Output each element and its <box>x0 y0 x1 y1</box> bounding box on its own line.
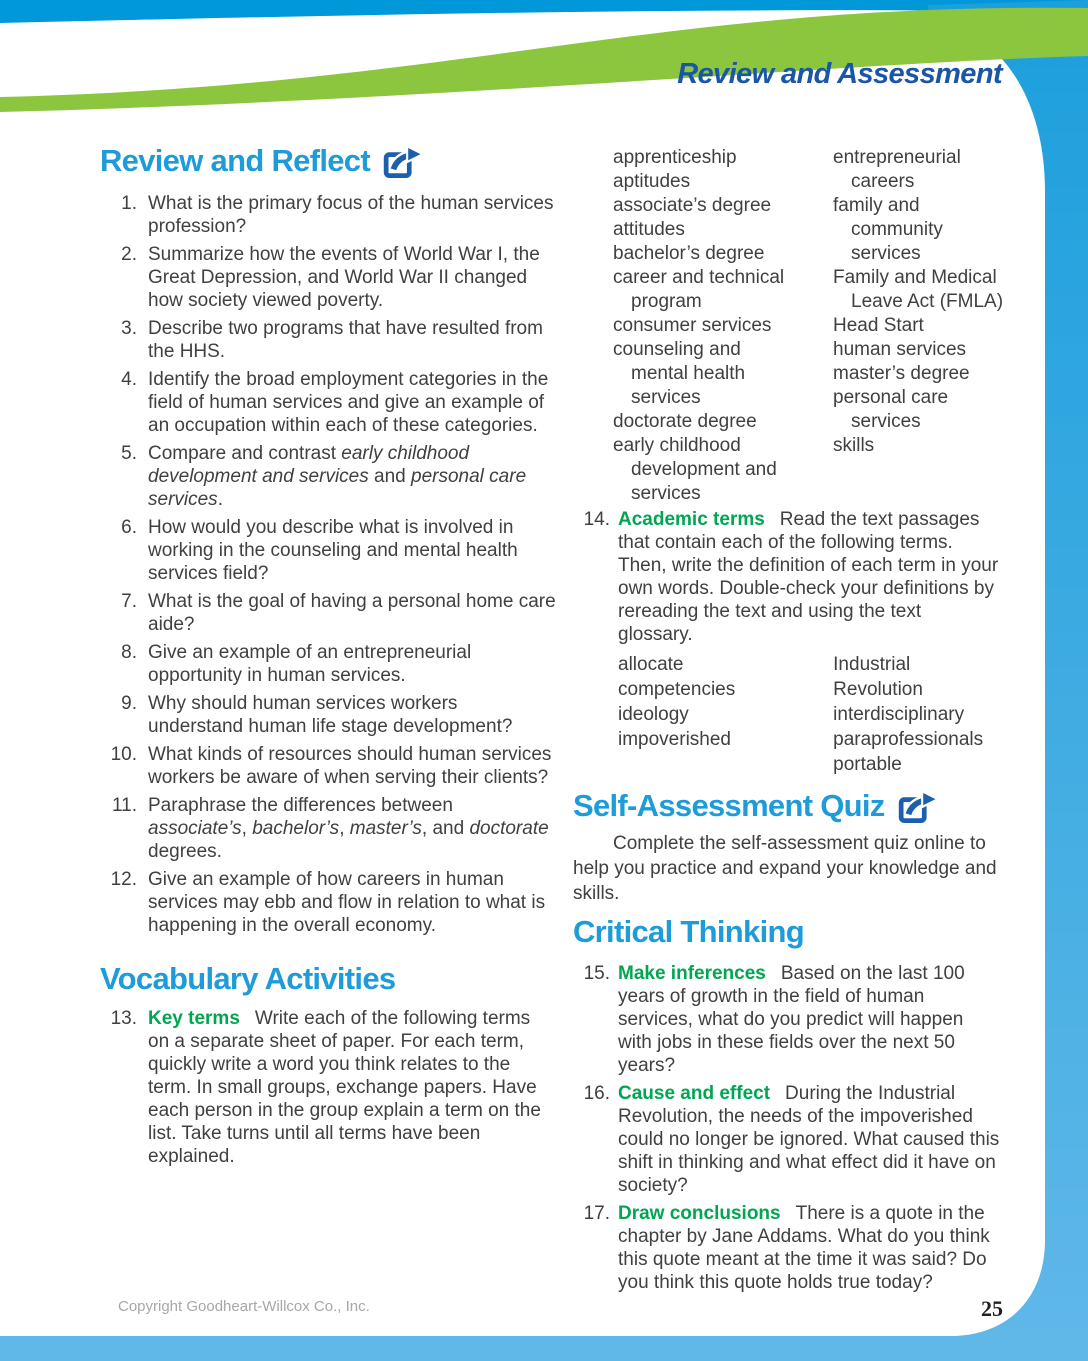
academic-term: allocate <box>618 654 684 675</box>
italic-term: early childhood development and services <box>148 443 470 487</box>
list-item-text: Make inferences Based on the last 100 years of growth in the field of human services, what do you predict will happen with jobs in these fields over the next 50 years? <box>618 963 965 1076</box>
academic-term: Industrial Revolution <box>833 654 923 700</box>
vocab-term: early childhood <box>613 435 741 456</box>
external-link-icon <box>383 144 425 180</box>
copyright-notice: Copyright Goodheart-Willcox Co., Inc. <box>118 1298 370 1315</box>
list-item <box>100 868 560 937</box>
vocab-term: development and <box>631 459 777 480</box>
critical-thinking-heading <box>573 914 1015 950</box>
list-item-number: 6. <box>121 517 137 538</box>
list-item <box>100 368 560 437</box>
list-item <box>100 317 560 363</box>
list-item <box>100 192 560 238</box>
list-item-text: Compare and contrast early childhood development and services and personal care services. <box>148 443 527 510</box>
vocab-term: aptitudes <box>613 171 691 192</box>
list-item-number: 12. <box>110 869 137 890</box>
academic-terms-item-container <box>573 508 1015 777</box>
list-item <box>100 516 560 585</box>
list-item-number: 15. <box>583 963 610 984</box>
self-assessment-quiz-heading <box>573 787 1015 825</box>
list-item <box>573 508 1015 777</box>
list-item-text: Give an example of how careers in human services may ebb and flow in relation to what is happening in the overall economy. <box>148 869 546 936</box>
vocab-term: bachelor’s degree <box>613 243 765 264</box>
vocab-term: family and <box>833 195 920 216</box>
list-item-text: What is the goal of having a personal home care aide? <box>148 591 556 635</box>
list-item <box>573 1082 1015 1197</box>
list-item-number: 11. <box>111 795 137 816</box>
vocab-term: counseling and <box>613 339 741 360</box>
critical-thinking-list <box>573 962 1015 1294</box>
italic-term: doctorate <box>469 818 549 839</box>
list-item-text: What kinds of resources should human services workers be aware of when serving their clients? <box>148 744 552 788</box>
review-reflect-list <box>100 192 560 937</box>
list-item-text: Describe two programs that have resulted from the HHS. <box>148 318 543 362</box>
list-item-number: 1. <box>121 193 137 214</box>
page-banner-title: Review and Assessment <box>677 58 1002 90</box>
key-terms-item-container <box>100 1007 560 1168</box>
left-column <box>100 142 560 1173</box>
vocab-term: associate’s degree <box>613 195 772 216</box>
list-item-text: What is the primary focus of the human services profession? <box>148 193 554 237</box>
academic-terms-right <box>833 652 1000 777</box>
italic-term: master’s <box>349 818 422 839</box>
list-item <box>100 794 560 863</box>
vocab-term: services <box>851 411 921 432</box>
list-item-text: Academic terms Read the text passages that contain each of the following terms. Then, write the definition of each term in your own words. Double-check your definitions by rereading the text and using the text glossary. allocate competencies ideology impoverished Industrial Revolution interdisciplinary paraprofessionals portable <box>618 509 999 775</box>
vocab-term: career and technical <box>613 267 785 288</box>
vocab-term: attitudes <box>613 219 685 240</box>
list-item-number: 8. <box>121 642 137 663</box>
list-item-text: Draw conclusions There is a quote in the chapter by Jane Addams. What do you think this quote meant at the time it was said? Do you think this quote holds true today? <box>618 1203 990 1293</box>
list-item-number: 2. <box>121 244 137 265</box>
list-item-number: 16. <box>583 1083 610 1104</box>
list-item-text: Give an example of an entrepreneurial opportunity in human services. <box>148 642 472 686</box>
vocab-term: services <box>631 387 701 408</box>
academic-term: competencies <box>618 679 736 700</box>
list-item <box>100 442 560 511</box>
list-item-text: Identify the broad employment categories in the field of human services and give an example of an occupation within each of these categories. <box>148 369 549 436</box>
list-item-number: 13. <box>110 1008 137 1029</box>
vocab-term: services <box>631 483 701 504</box>
list-item-text: Key terms Write each of the following terms on a separate sheet of paper. For each term, quickly write a word you think relates to the term. In small groups, exchange papers. Have each person in the group explain a term on the list. Take turns until all terms have been explained. <box>148 1008 541 1167</box>
list-item <box>573 962 1015 1077</box>
list-item-number: 10. <box>110 744 137 765</box>
list-item-number: 14. <box>583 509 610 530</box>
vocab-term: mental health <box>631 363 746 384</box>
vocab-term: services <box>851 243 921 264</box>
list-item-text: How would you describe what is involved in working in the counseling and mental health services field? <box>148 517 518 584</box>
vocabulary-activities-heading-text: Vocabulary Activities <box>100 961 396 996</box>
vocab-term: personal care <box>833 387 949 408</box>
lead-in-label: Key terms <box>148 1008 240 1029</box>
lead-in-label: Academic terms <box>618 509 765 530</box>
academic-terms-grid <box>618 652 1000 777</box>
external-link-icon <box>898 789 940 825</box>
vocab-term: Head Start <box>833 315 924 336</box>
academic-term: interdisciplinary <box>833 704 965 725</box>
vocab-term: human services <box>833 339 967 360</box>
vocabulary-activities-heading <box>100 961 560 997</box>
list-item-text: Summarize how the events of World War I, the Great Depression, and World War II changed how society viewed poverty. <box>148 244 540 311</box>
vocab-term: master’s degree <box>833 363 970 384</box>
right-column <box>573 142 1015 1299</box>
italic-term: bachelor’s <box>252 818 340 839</box>
list-item <box>100 590 560 636</box>
academic-term: ideology <box>618 704 689 725</box>
vocab-term: apprenticeship <box>613 147 737 168</box>
vocab-term: consumer services <box>613 315 772 336</box>
list-item <box>100 243 560 312</box>
list-item-number: 17. <box>583 1203 610 1224</box>
lead-in-label: Make inferences <box>618 963 766 984</box>
review-reflect-heading-text: Review and Reflect <box>100 143 370 178</box>
vocab-term: community <box>851 219 943 240</box>
lead-in-label: Draw conclusions <box>618 1203 781 1224</box>
key-terms-list <box>573 146 1015 506</box>
list-item <box>573 1202 1015 1294</box>
vocab-term: careers <box>851 171 915 192</box>
list-item <box>100 1007 560 1168</box>
list-item-number: 5. <box>121 443 137 464</box>
list-item-text: Paraphrase the differences between associate’s, bachelor’s, master’s, and doctorate degrees. <box>148 795 549 862</box>
list-item-number: 9. <box>121 693 137 714</box>
list-item <box>100 743 560 789</box>
list-item <box>100 692 560 738</box>
list-item-text: Why should human services workers understand human life stage development? <box>148 693 513 737</box>
review-reflect-heading <box>100 142 560 180</box>
vocab-term: Leave Act (FMLA) <box>851 291 1004 312</box>
self-assessment-quiz-heading-text: Self-Assessment Quiz <box>573 788 885 823</box>
list-item-text: Cause and effect During the Industrial Revolution, the needs of the impoverished could no longer be ignored. What caused this shift in thinking and what effect did it have on society? <box>618 1083 1000 1196</box>
vocab-term: Family and Medical <box>833 267 997 288</box>
vocab-term: entrepreneurial <box>833 147 961 168</box>
lead-in-label: Cause and effect <box>618 1083 771 1104</box>
list-item <box>100 641 560 687</box>
academic-term: portable <box>833 754 902 775</box>
key-terms-column-b <box>833 146 1015 506</box>
list-item-number: 4. <box>121 369 137 390</box>
key-terms-column-a <box>613 146 833 506</box>
list-item-number: 3. <box>121 318 137 339</box>
vocab-term: doctorate degree <box>613 411 757 432</box>
self-assessment-quiz-paragraph: Complete the self-assessment quiz online to help you practice and expand your knowledge and skills. <box>573 833 997 904</box>
critical-thinking-heading-text: Critical Thinking <box>573 914 804 949</box>
academic-terms-left <box>618 652 833 777</box>
vocab-term: program <box>631 291 702 312</box>
list-item-number: 7. <box>121 591 137 612</box>
page-number: 25 <box>981 1296 1003 1321</box>
italic-term: personal care services <box>148 466 527 510</box>
vocab-term: skills <box>833 435 875 456</box>
italic-term: associate’s <box>148 818 242 839</box>
academic-term: paraprofessionals <box>833 729 984 750</box>
academic-term: impoverished <box>618 729 731 750</box>
